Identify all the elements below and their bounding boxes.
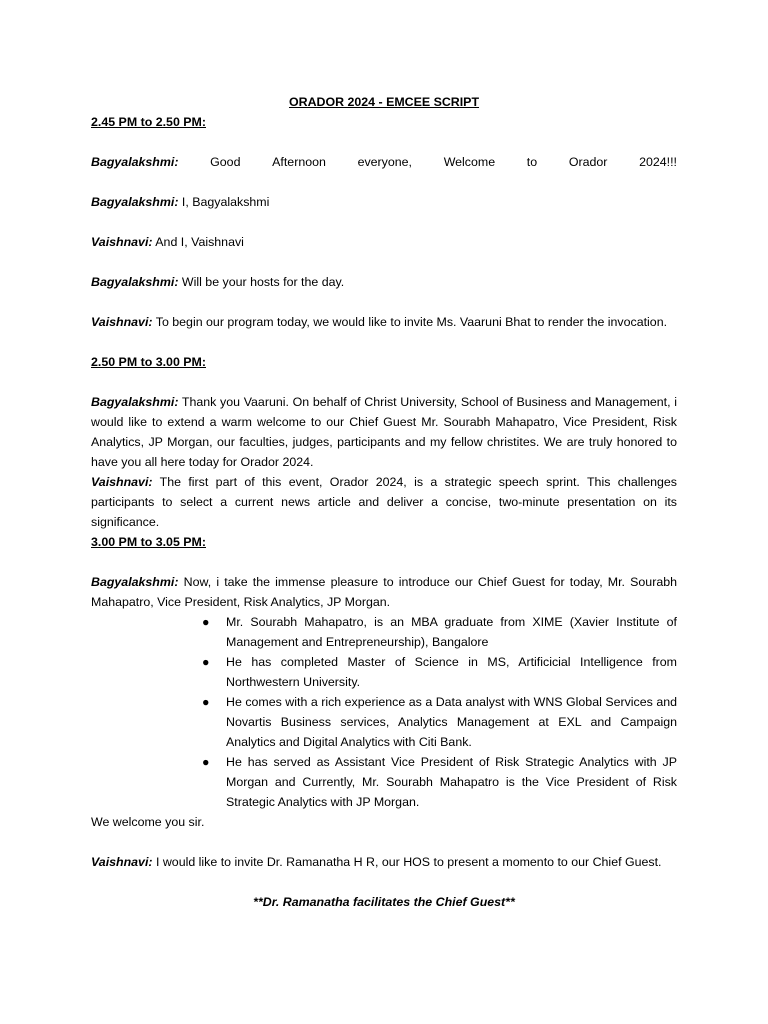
speaker-label: Bagyalakshmi:: [91, 275, 179, 289]
speaker-label: Vaishnavi:: [91, 475, 153, 489]
list-item-text: He comes with a rich experience as a Data analyst with WNS Global Services and Novartis Business services, Analytics Management at EXL and Campaign Analytics and Digital Analytics with Citi Bank.: [226, 695, 677, 749]
list-item: [202, 692, 677, 752]
time-slot-3: 3.00 PM to 3.05 PM:: [91, 535, 206, 549]
dialogue-line: [91, 472, 677, 532]
greeting-word: Orador: [568, 155, 608, 169]
dialogue-line: [91, 392, 677, 472]
dialogue-line: [91, 312, 677, 332]
dialogue-line: [91, 232, 677, 252]
list-item: [202, 752, 677, 812]
dialogue-line: [91, 272, 677, 292]
speaker-label: Vaishnavi:: [91, 235, 153, 249]
greeting-word: Good: [210, 155, 241, 169]
dialogue-text: And I, Vaishnavi: [152, 235, 244, 249]
guest-profile-list: [91, 612, 677, 812]
dialogue-text: Thank you Vaaruni. On behalf of Christ University, School of Business and Management, i would like to extend a warm welcome to our Chief Guest Mr. Sourabh Mahapatro, Vice President, Risk Analytics, JP Morgan, our faculties, judges, participants and my fellow christites. We are truly honored to have you all here today for Orador 2024.: [91, 395, 677, 469]
bullet-icon: ●: [202, 615, 210, 629]
list-item: [202, 652, 677, 692]
speaker-label: Bagyalakshmi:: [91, 395, 179, 409]
dialogue-line: [91, 852, 677, 872]
document-title: ORADOR 2024 - EMCEE SCRIPT: [288, 95, 480, 109]
greeting-word: Welcome: [443, 155, 496, 169]
list-item-text: He has completed Master of Science in MS, Artificicial Intelligence from Northwestern University.: [226, 655, 677, 689]
greeting-word: to: [526, 155, 538, 169]
speaker-label: Bagyalakshmi:: [91, 155, 179, 169]
speaker-label: Bagyalakshmi:: [91, 195, 179, 209]
stage-direction: **Dr. Ramanatha facilitates the Chief Guest**: [253, 895, 515, 909]
bullet-icon: ●: [202, 695, 210, 709]
dialogue-text: I would like to invite Dr. Ramanatha H R, our HOS to present a momento to our Chief Guest.: [152, 855, 662, 869]
dialogue-text: Will be your hosts for the day.: [178, 275, 345, 289]
speaker-label: Bagyalakshmi:: [91, 575, 179, 589]
time-slot-1: 2.45 PM to 2.50 PM:: [91, 115, 206, 129]
list-item-text: Mr. Sourabh Mahapatro, is an MBA graduate from XIME (Xavier Institute of Management and Entrepreneurship), Bangalore: [226, 615, 677, 649]
greeting-word: Afternoon: [272, 155, 326, 169]
list-item: [202, 612, 677, 652]
dialogue-text: I, Bagyalakshmi: [178, 195, 270, 209]
dialogue-text: The first part of this event, Orador 2024, is a strategic speech sprint. This challenges participants to select a current news article and deliver a concise, two-minute presentation on its significance.: [91, 475, 677, 529]
list-item-text: He has served as Assistant Vice President of Risk Strategic Analytics with JP Morgan and Currently, Mr. Sourabh Mahapatro is the Vice President of Risk Strategic Analytics with JP Morgan.: [226, 755, 677, 809]
bullet-icon: ●: [202, 755, 210, 769]
bullet-icon: ●: [202, 655, 210, 669]
welcome-line: We welcome you sir.: [91, 815, 205, 829]
time-slot-2: 2.50 PM to 3.00 PM:: [91, 355, 206, 369]
greeting-line: [91, 152, 677, 172]
greeting-word: everyone,: [357, 155, 412, 169]
dialogue-text: To begin our program today, we would like to invite Ms. Vaaruni Bhat to render the invocation.: [152, 315, 668, 329]
dialogue-line: [91, 572, 677, 612]
speaker-label: Vaishnavi:: [91, 315, 153, 329]
script-body: [91, 92, 677, 912]
greeting-word: 2024!!!: [639, 155, 677, 169]
dialogue-text: Now, i take the immense pleasure to introduce our Chief Guest for today, Mr. Sourabh Mahapatro, Vice President, Risk Analytics, JP Morgan.: [91, 575, 677, 609]
speaker-label: Vaishnavi:: [91, 855, 153, 869]
dialogue-line: [91, 192, 677, 212]
